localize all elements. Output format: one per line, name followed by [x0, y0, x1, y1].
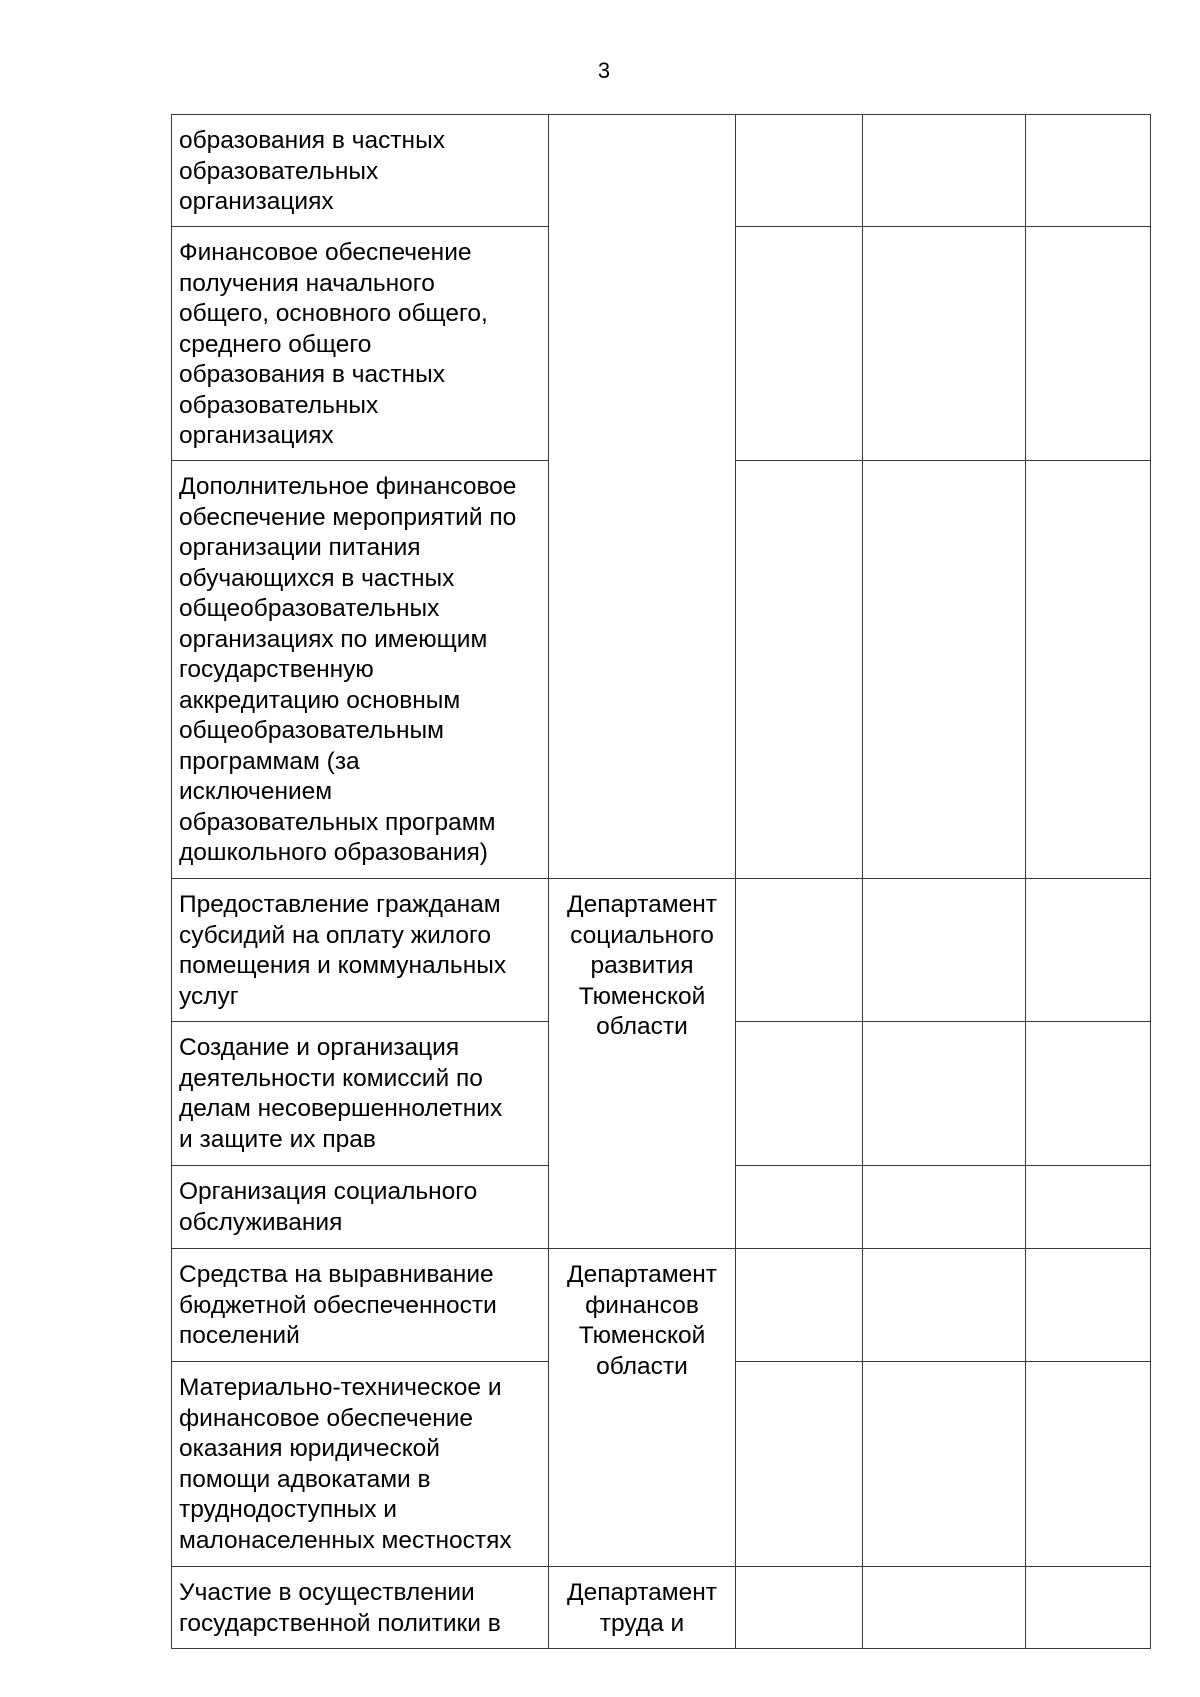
- empty-cell: [736, 227, 863, 461]
- empty-cell: [1026, 1022, 1151, 1166]
- empty-cell: [1026, 115, 1151, 227]
- empty-cell: [736, 1249, 863, 1362]
- empty-cell: [736, 1166, 863, 1249]
- empty-cell: [1026, 227, 1151, 461]
- empty-cell: [736, 1362, 863, 1567]
- empty-cell: [863, 1567, 1026, 1649]
- empty-cell: [863, 1362, 1026, 1567]
- table-row: [172, 1249, 1151, 1362]
- empty-cell: [736, 115, 863, 227]
- empty-cell: [736, 1567, 863, 1649]
- empty-cell: [863, 1249, 1026, 1362]
- page-number: 3: [597, 58, 611, 83]
- row-description: Предоставление гражданам субсидий на оплату жилого помещения и коммунальных услуг: [172, 879, 549, 1022]
- empty-cell: [736, 879, 863, 1022]
- empty-cell: [736, 1022, 863, 1166]
- empty-cell: [1026, 1249, 1151, 1362]
- row-description: Участие в осуществлении государственной политики в: [172, 1567, 549, 1649]
- department-cell-labor: Департамент труда и: [549, 1567, 736, 1649]
- department-cell-social: Департамент социального развития Тюменской области: [549, 879, 736, 1249]
- row-description: Средства на выравнивание бюджетной обеспеченности поселений: [172, 1249, 549, 1362]
- row-description: Финансовое обеспечение получения начального общего, основного общего, среднего общего образования в частных образовательных организациях: [172, 227, 549, 461]
- empty-cell: [736, 461, 863, 879]
- empty-cell: [863, 879, 1026, 1022]
- empty-cell: [863, 461, 1026, 879]
- row-description: Организация социального обслуживания: [172, 1166, 549, 1249]
- empty-cell: [1026, 1567, 1151, 1649]
- row-description: Материально-техническое и финансовое обеспечение оказания юридической помощи адвокатами в труднодоступных и малонаселенных местностях: [172, 1362, 549, 1567]
- responsibility-table: [171, 114, 1151, 1649]
- empty-cell: [1026, 879, 1151, 1022]
- row-description: Создание и организация деятельности комиссий по делам несовершеннолетних и защите их прав: [172, 1022, 549, 1166]
- row-description: образования в частных образовательных организациях: [172, 115, 549, 227]
- table-row: [172, 115, 1151, 227]
- empty-cell: [1026, 461, 1151, 879]
- empty-cell: [863, 115, 1026, 227]
- empty-cell: [863, 227, 1026, 461]
- row-description: Дополнительное финансовое обеспечение мероприятий по организации питания обучающихся в частных общеобразовательных организациях по имеющим государственную аккредитацию основным общеобразовательным программам (за исключением образовательных программ дошкольного образования): [172, 461, 549, 879]
- department-cell-finance: Департамент финансов Тюменской области: [549, 1249, 736, 1567]
- empty-cell: [863, 1166, 1026, 1249]
- table-row: [172, 879, 1151, 1022]
- department-cell-education: [549, 115, 736, 879]
- empty-cell: [1026, 1362, 1151, 1567]
- empty-cell: [863, 1022, 1026, 1166]
- empty-cell: [1026, 1166, 1151, 1249]
- table-row: [172, 1567, 1151, 1649]
